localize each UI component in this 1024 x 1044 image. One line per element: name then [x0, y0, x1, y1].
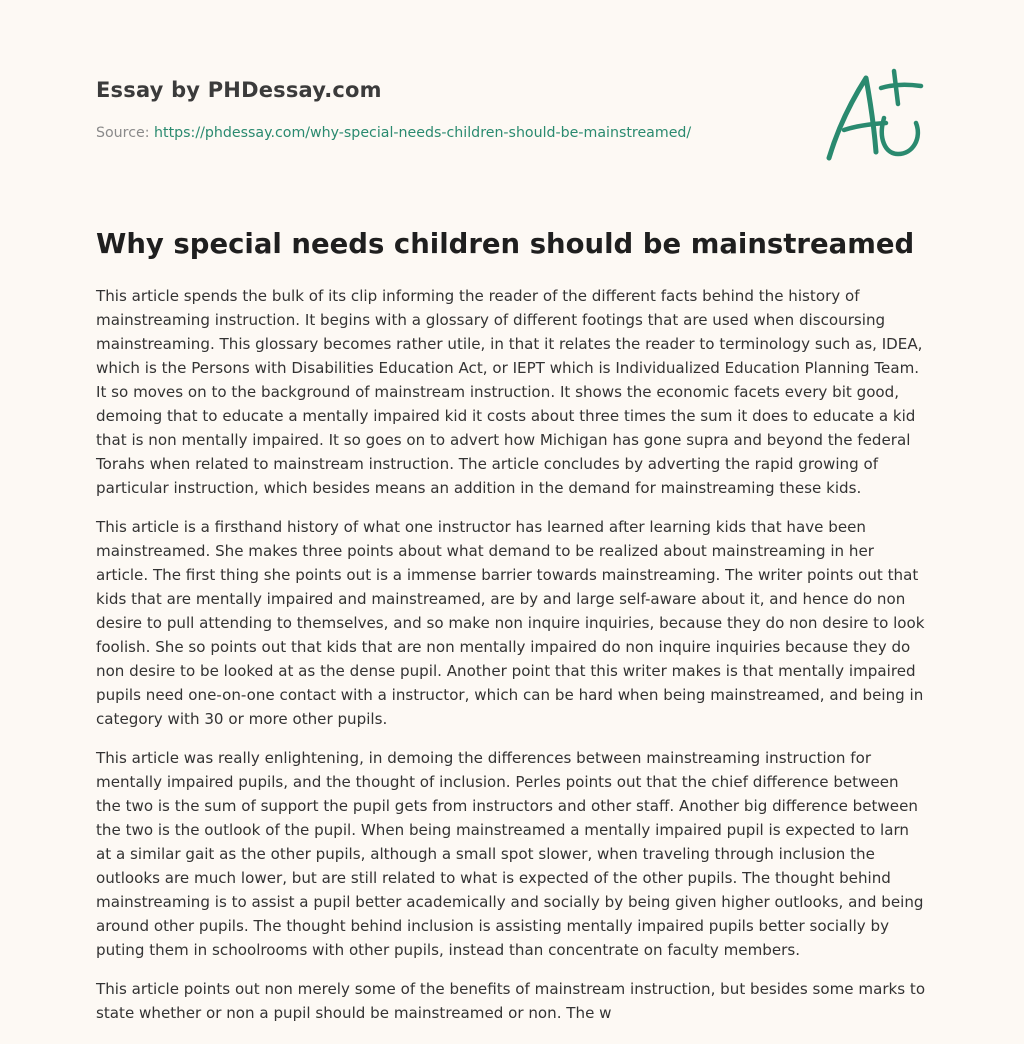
paragraph: This article spends the bulk of its clip informing the reader of the different facts behind the history of mainstreaming instruction. It begins with a glossary of different footings that are used when discoursing mainstreaming. This glossary becomes rather utile, in that it relates the reader to terminology such as, IDEA, which is the Persons with Disabilities Education Act, or IEPT which is Individualized Education Planning Team. It so moves on to the background of mainstream instruction. It shows the economic facets every bit good, demoing that to educate a mentally impaired kid it costs about three times the sum it does to educate a kid that is non mentally impaired. It so goes on to advert how Michigan has gone supra and beyond the federal Torahs when related to mainstream instruction. The article concludes by adverting the rapid growing of particular instruction, which besides means an addition in the demand for mainstreaming these kids.: [96, 287, 923, 497]
source-line: [96, 125, 691, 141]
source-label: Source:: [96, 125, 150, 141]
essay-body: [96, 284, 928, 1040]
essay-page: [96, 0, 928, 1044]
paragraph: This article points out non merely some of the benefits of mainstream instruction, but besides some marks to state whether or non a pupil should be mainstreamed or non. The w: [96, 980, 926, 1022]
paragraph: This article is a firsthand history of what one instructor has learned after learning kids that have been mainstreamed. She makes three points about what demand to be realized about mainstreaming in her article. The first thing she points out is a immense barrier towards mainstreaming. The writer points out that kids that are mentally impaired and mainstreamed, are by and large self-aware about it, and hence do non desire to pull attending to themselves, and so make non inquire inquiries, because they do non desire to look foolish. She so points out that kids that are non mentally impaired do non inquire inquiries because they do non desire to be looked at as the dense pupil. Another point that this writer makes is that mentally impaired pupils need one-on-one contact with a instructor, which can be hard when being mainstreamed, and being in category with 30 or more other pupils.: [96, 518, 925, 728]
site-brand: Essay by PHDessay.com: [96, 78, 382, 102]
page-title: Why special needs children should be mainstreamed: [96, 228, 915, 260]
paragraph: This article was really enlightening, in demoing the differences between mainstreaming instruction for mentally impaired pupils, and the thought of inclusion. Perles points out that the chief difference between the two is the sum of support the pupil gets from instructors and other staff. Another big difference between the two is the outlook of the pupil. When being mainstreamed a mentally impaired pupil is expected to larn at a similar gait as the other pupils, although a small spot slower, when traveling through inclusion the outlooks are much lower, but are still related to what is expected of the other pupils. The thought behind mainstreaming is to assist a pupil better academically and socially by being given higher outlooks, and being around other pupils. The thought behind inclusion is assisting mentally impaired pupils better socially by puting them in schoolrooms with other pupils, instead than concentrate on faculty members.: [96, 749, 924, 959]
page-header: [96, 0, 928, 260]
a-plus-logo-icon: [824, 68, 924, 164]
source-link[interactable]: https://phdessay.com/why-special-needs-children-should-be-mainstreamed/: [154, 125, 692, 141]
